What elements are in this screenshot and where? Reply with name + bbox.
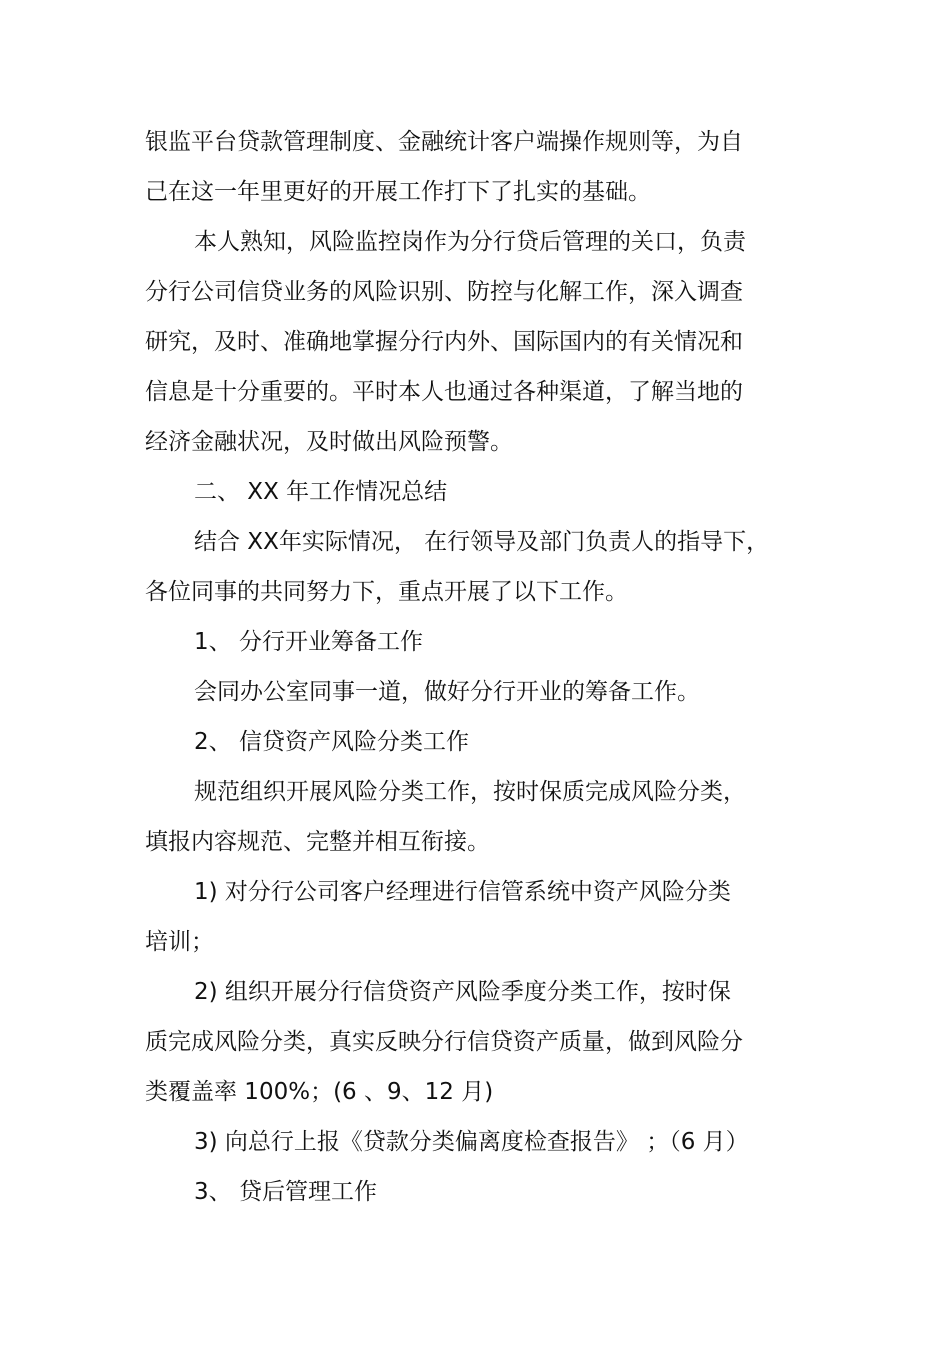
paragraph-line: 各位同事的共同努力下，重点开展了以下工作。 xyxy=(145,579,628,605)
paragraph-line: 规范组织开展风险分类工作，按时保质完成风险分类， xyxy=(194,779,746,805)
section-heading: 二、 XX 年工作情况总结 xyxy=(194,479,448,505)
list-item: 3) 向总行上报《贷款分类偏离度检查报告》 ；（6 月） xyxy=(194,1129,749,1155)
paragraph-line: 结合 XX年实际情况， 在行领导及部门负责人的指导下， xyxy=(194,529,770,555)
paragraph-line: 银监平台贷款管理制度、金融统计客户端操作规则等，为自 xyxy=(145,129,743,155)
paragraph-line: 填报内容规范、完整并相互衔接。 xyxy=(145,829,490,855)
paragraph-line: 信息是十分重要的。平时本人也通过各种渠道，了解当地的 xyxy=(145,379,743,405)
list-item: 类覆盖率 100%；(6 、9、12 月) xyxy=(145,1079,494,1105)
paragraph-line: 己在这一年里更好的开展工作打下了扎实的基础。 xyxy=(145,179,651,205)
subsection-heading: 2、 信贷资产风险分类工作 xyxy=(194,729,469,755)
subsection-heading: 1、 分行开业筹备工作 xyxy=(194,629,423,655)
list-item: 培训； xyxy=(145,929,214,955)
list-item: 质完成风险分类，真实反映分行信贷资产质量，做到风险分 xyxy=(145,1029,743,1055)
paragraph-line: 经济金融状况，及时做出风险预警。 xyxy=(145,429,513,455)
list-item: 2) 组织开展分行信贷资产风险季度分类工作，按时保 xyxy=(194,979,731,1005)
paragraph-line: 研究，及时、准确地掌握分行内外、国际国内的有关情况和 xyxy=(145,329,743,355)
paragraph-line: 分行公司信贷业务的风险识别、防控与化解工作，深入调查 xyxy=(145,279,743,305)
paragraph-line: 会同办公室同事一道，做好分行开业的筹备工作。 xyxy=(194,679,700,705)
list-item: 1) 对分行公司客户经理进行信管系统中资产风险分类 xyxy=(194,879,731,905)
subsection-heading: 3、 贷后管理工作 xyxy=(194,1179,377,1205)
paragraph-line: 本人熟知，风险监控岗作为分行贷后管理的关口，负责 xyxy=(194,229,746,255)
